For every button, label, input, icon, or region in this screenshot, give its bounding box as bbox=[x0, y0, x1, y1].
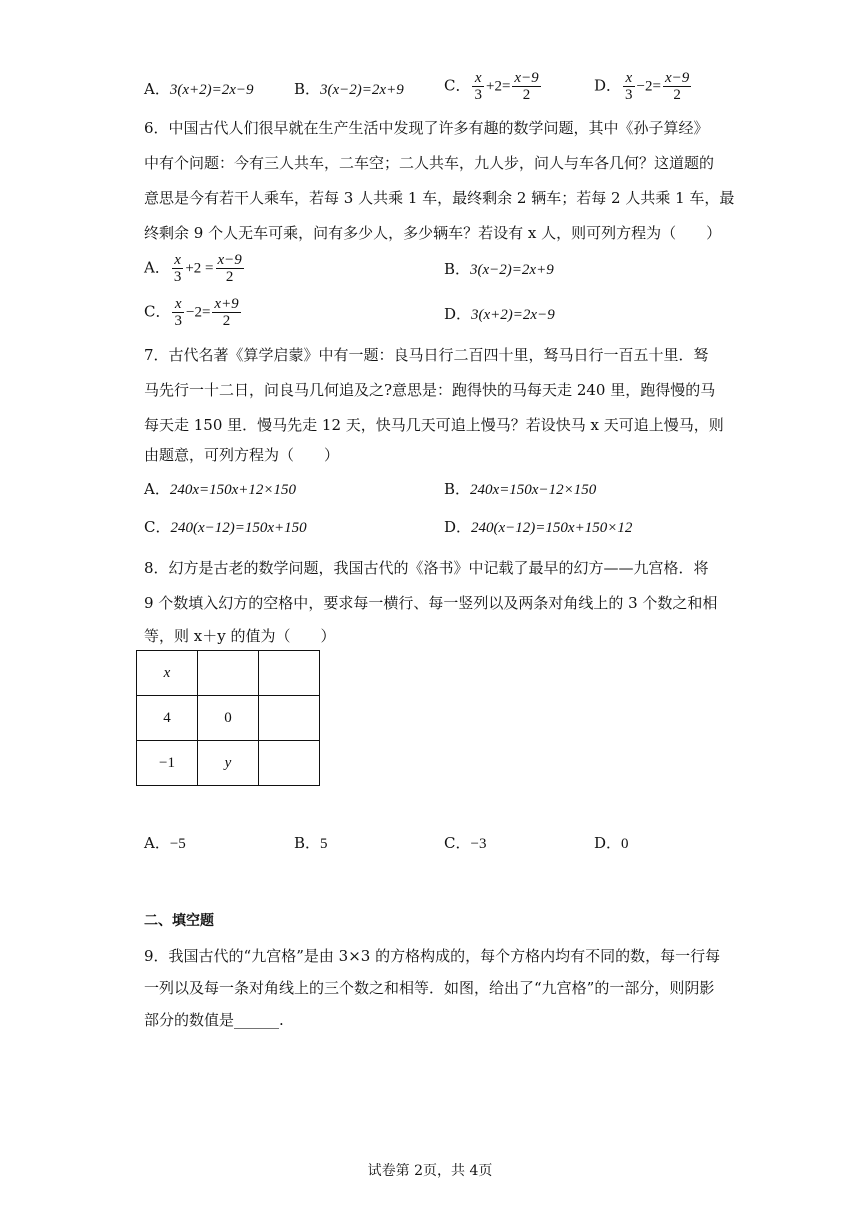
q8-option-b: B．5 bbox=[294, 834, 328, 852]
grid-row bbox=[137, 741, 320, 786]
q5-option-b-label: B． bbox=[294, 80, 321, 98]
q5-option-b-expr: 3(x−2)=2x+9 bbox=[320, 82, 404, 98]
q9-line-1: 9．我国古代的“九宫格”是由 3×3 的方格构成的，每个方格内均有不同的数，每一行每 bbox=[144, 947, 721, 965]
section-title: 二、填空题 bbox=[144, 913, 214, 929]
grid-cell: y bbox=[198, 741, 259, 786]
q7-option-d: D．240(x−12)=150x+150×12 bbox=[444, 518, 633, 536]
q7-line-3: 每天走 150 里．慢马先走 12 天，快马几天可追上慢马？若设快马 x 天可追上慢马，则 bbox=[144, 416, 724, 434]
q7-option-c: C．240(x−12)=150x+150 bbox=[144, 518, 307, 536]
q7-option-b: B．240x=150x−12×150 bbox=[444, 480, 597, 498]
grid-cell: −1 bbox=[137, 741, 198, 786]
q5-option-a-label: A． bbox=[144, 80, 170, 98]
grid-cell: 4 bbox=[137, 696, 198, 741]
q8-line-2: 9 个数填入幻方的空格中，要求每一横行、每一竖列以及两条对角线上的 3 个数之和相 bbox=[144, 594, 718, 612]
grid-row bbox=[137, 696, 320, 741]
q7-line-2: 马先行一十二日，问良马几何追及之?意思是：跑得快的马每天走 240 里，跑得慢的马 bbox=[144, 381, 716, 399]
q6-option-a: A． $\frac{x}{3}$ +2 = $\frac{x-9}{2}$ bbox=[144, 252, 242, 285]
q6-line-4: 终剩余 9 个人无车可乘，问有多少人，多少辆车？若设有 x 人，则可列方程为（ ） bbox=[144, 224, 722, 242]
q8-line-3: 等，则 x＋y 的值为（ ） bbox=[144, 627, 336, 645]
q9-line-3: 部分的数值是______. bbox=[144, 1011, 284, 1029]
grid-cell: x bbox=[137, 651, 198, 696]
q6-line-1: 6．中国古代人们很早就在生产生活中发现了许多有趣的数学问题，其中《孙子算经》 bbox=[144, 119, 709, 137]
grid-cell bbox=[259, 651, 320, 696]
q9-line-2: 一列以及每一条对角线上的三个数之和相等．如图，给出了“九宫格”的一部分，则阴影 bbox=[144, 979, 715, 997]
q6-line-2: 中有个问题：今有三人共车，二车空；二人共车，九人步，问人与车各几何？这道题的 bbox=[144, 154, 715, 172]
q7-option-a: A．240x=150x+12×150 bbox=[144, 480, 297, 498]
q7-line-4: 由题意，可列方程为（ ） bbox=[144, 446, 340, 464]
q8-option-c: C．−3 bbox=[444, 834, 487, 852]
q8-option-d: D．0 bbox=[594, 834, 629, 852]
q6-option-d: D．3(x+2)=2x−9 bbox=[444, 305, 555, 323]
q5-option-d-label: D． bbox=[594, 76, 622, 95]
magic-square-grid bbox=[136, 650, 320, 786]
q5-option-a-expr: 3(x+2)=2x−9 bbox=[169, 82, 254, 98]
q5-option-c-label: C． bbox=[444, 76, 471, 95]
grid-cell: 0 bbox=[198, 696, 259, 741]
grid-cell bbox=[259, 741, 320, 786]
q6-line-3: 意思是今有若干人乘车，若每 3 人共乘 1 车，最终剩余 2 辆车；若每 2 人共乘 1 车，最 bbox=[144, 189, 735, 207]
q6-option-b: B．3(x−2)=2x+9 bbox=[444, 260, 554, 278]
q6-option-c: C． $\frac{x}{3}$ −2= $\frac{x+9}{2}$ bbox=[144, 296, 239, 329]
q8-line-1: 8．幻方是古老的数学问题，我国古代的《洛书》中记载了最早的幻方——九宫格．将 bbox=[144, 559, 709, 577]
grid-cell bbox=[259, 696, 320, 741]
grid-row bbox=[137, 651, 320, 696]
q8-option-a: A．−5 bbox=[144, 834, 186, 852]
page-footer: 试卷第 2页，共 4页 bbox=[367, 1163, 493, 1179]
q7-line-1: 7．古代名著《算学启蒙》中有一题：良马日行二百四十里，驽马日行一百五十里．驽 bbox=[144, 346, 709, 364]
grid-cell bbox=[198, 651, 259, 696]
